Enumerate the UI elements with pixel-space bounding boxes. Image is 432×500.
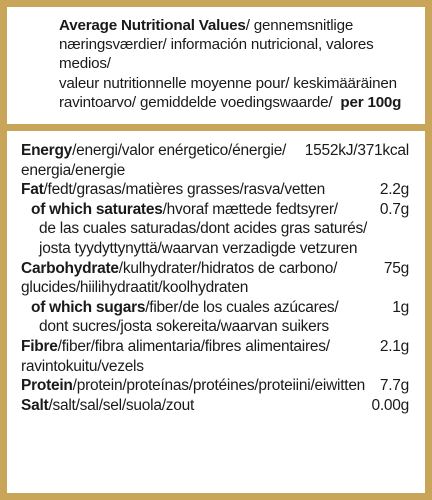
header-line-1 — [59, 16, 413, 35]
header-title-rest: / gennemsnitlige — [245, 17, 354, 34]
row-value: 7.7g — [379, 377, 409, 395]
header-divider — [7, 124, 425, 131]
row-label: Salt — [21, 396, 49, 414]
header-line-3: valeur nutritionnelle moyenne pour/ keskimääräinen — [59, 74, 397, 92]
row-label: Fibre — [21, 337, 58, 355]
row-cont: josta tyydyttynyttä/waarvan verzadigde vetzuren — [39, 239, 358, 257]
row-fibre — [21, 337, 409, 376]
row-fat — [21, 180, 409, 200]
row-rest: /fiber/de los cuales azúcares/ — [145, 298, 339, 316]
row-saturates — [21, 200, 409, 259]
row-energy — [21, 141, 409, 180]
row-salt — [21, 396, 409, 416]
row-label: Energy — [21, 142, 73, 159]
row-value: 1g — [392, 298, 409, 316]
per-100g: per 100g — [340, 93, 402, 111]
row-rest: /kulhydrater/hidratos de carbono/ — [118, 259, 338, 277]
row-value: 0.00g — [371, 396, 409, 414]
header-line-4 — [59, 93, 413, 112]
row-cont: dont sucres/josta sokereita/waarvan suikers — [39, 318, 329, 336]
row-value: 75g — [383, 259, 409, 277]
row-rest: /fiber/fibra alimentaria/fibres alimentaires/ — [57, 337, 330, 355]
row-rest: /energi/valor enérgetico/énergie/ — [72, 142, 287, 159]
row-label: of which saturates — [31, 200, 163, 218]
row-cont: glucides/hiilihydraatit/koolhydraten — [21, 279, 249, 297]
row-protein — [21, 376, 409, 396]
nutrition-rows — [21, 141, 409, 415]
nutrition-header — [7, 7, 425, 123]
row-cont: de las cuales saturadas/dont acides gras saturés/ — [39, 220, 368, 238]
row-label: Fat — [21, 181, 44, 199]
row-label: of which sugars — [31, 298, 146, 316]
row-value: 2.2g — [379, 181, 409, 199]
row-rest: /fedt/grasas/matières grasses/rasva/vetten — [43, 181, 326, 199]
row-value: 1552kJ/371kcal — [304, 142, 409, 159]
row-sugars — [21, 298, 409, 337]
row-value: 0.7g — [379, 200, 409, 218]
row-label: Carbohydrate — [21, 259, 119, 277]
row-cont: energia/energie — [21, 161, 125, 179]
row-rest: /protein/proteínas/protéines/proteiini/eiwitten — [72, 377, 366, 395]
row-rest: /salt/sal/sel/suola/zout — [48, 396, 195, 414]
row-cont: ravintokuitu/vezels — [21, 357, 144, 375]
row-label: Protein — [21, 377, 73, 395]
row-rest: /hvoraf mættede fedtsyrer/ — [162, 200, 338, 218]
header-title: Average Nutritional Values — [59, 17, 246, 34]
header-line-2: næringsværdier/ información nutricional, valores medios/ — [59, 36, 374, 73]
row-carbohydrate — [21, 259, 409, 298]
row-value: 2.1g — [379, 337, 409, 355]
header-line-4-text: ravintoarvo/ gemiddelde voedingswaarde/ — [59, 93, 333, 111]
